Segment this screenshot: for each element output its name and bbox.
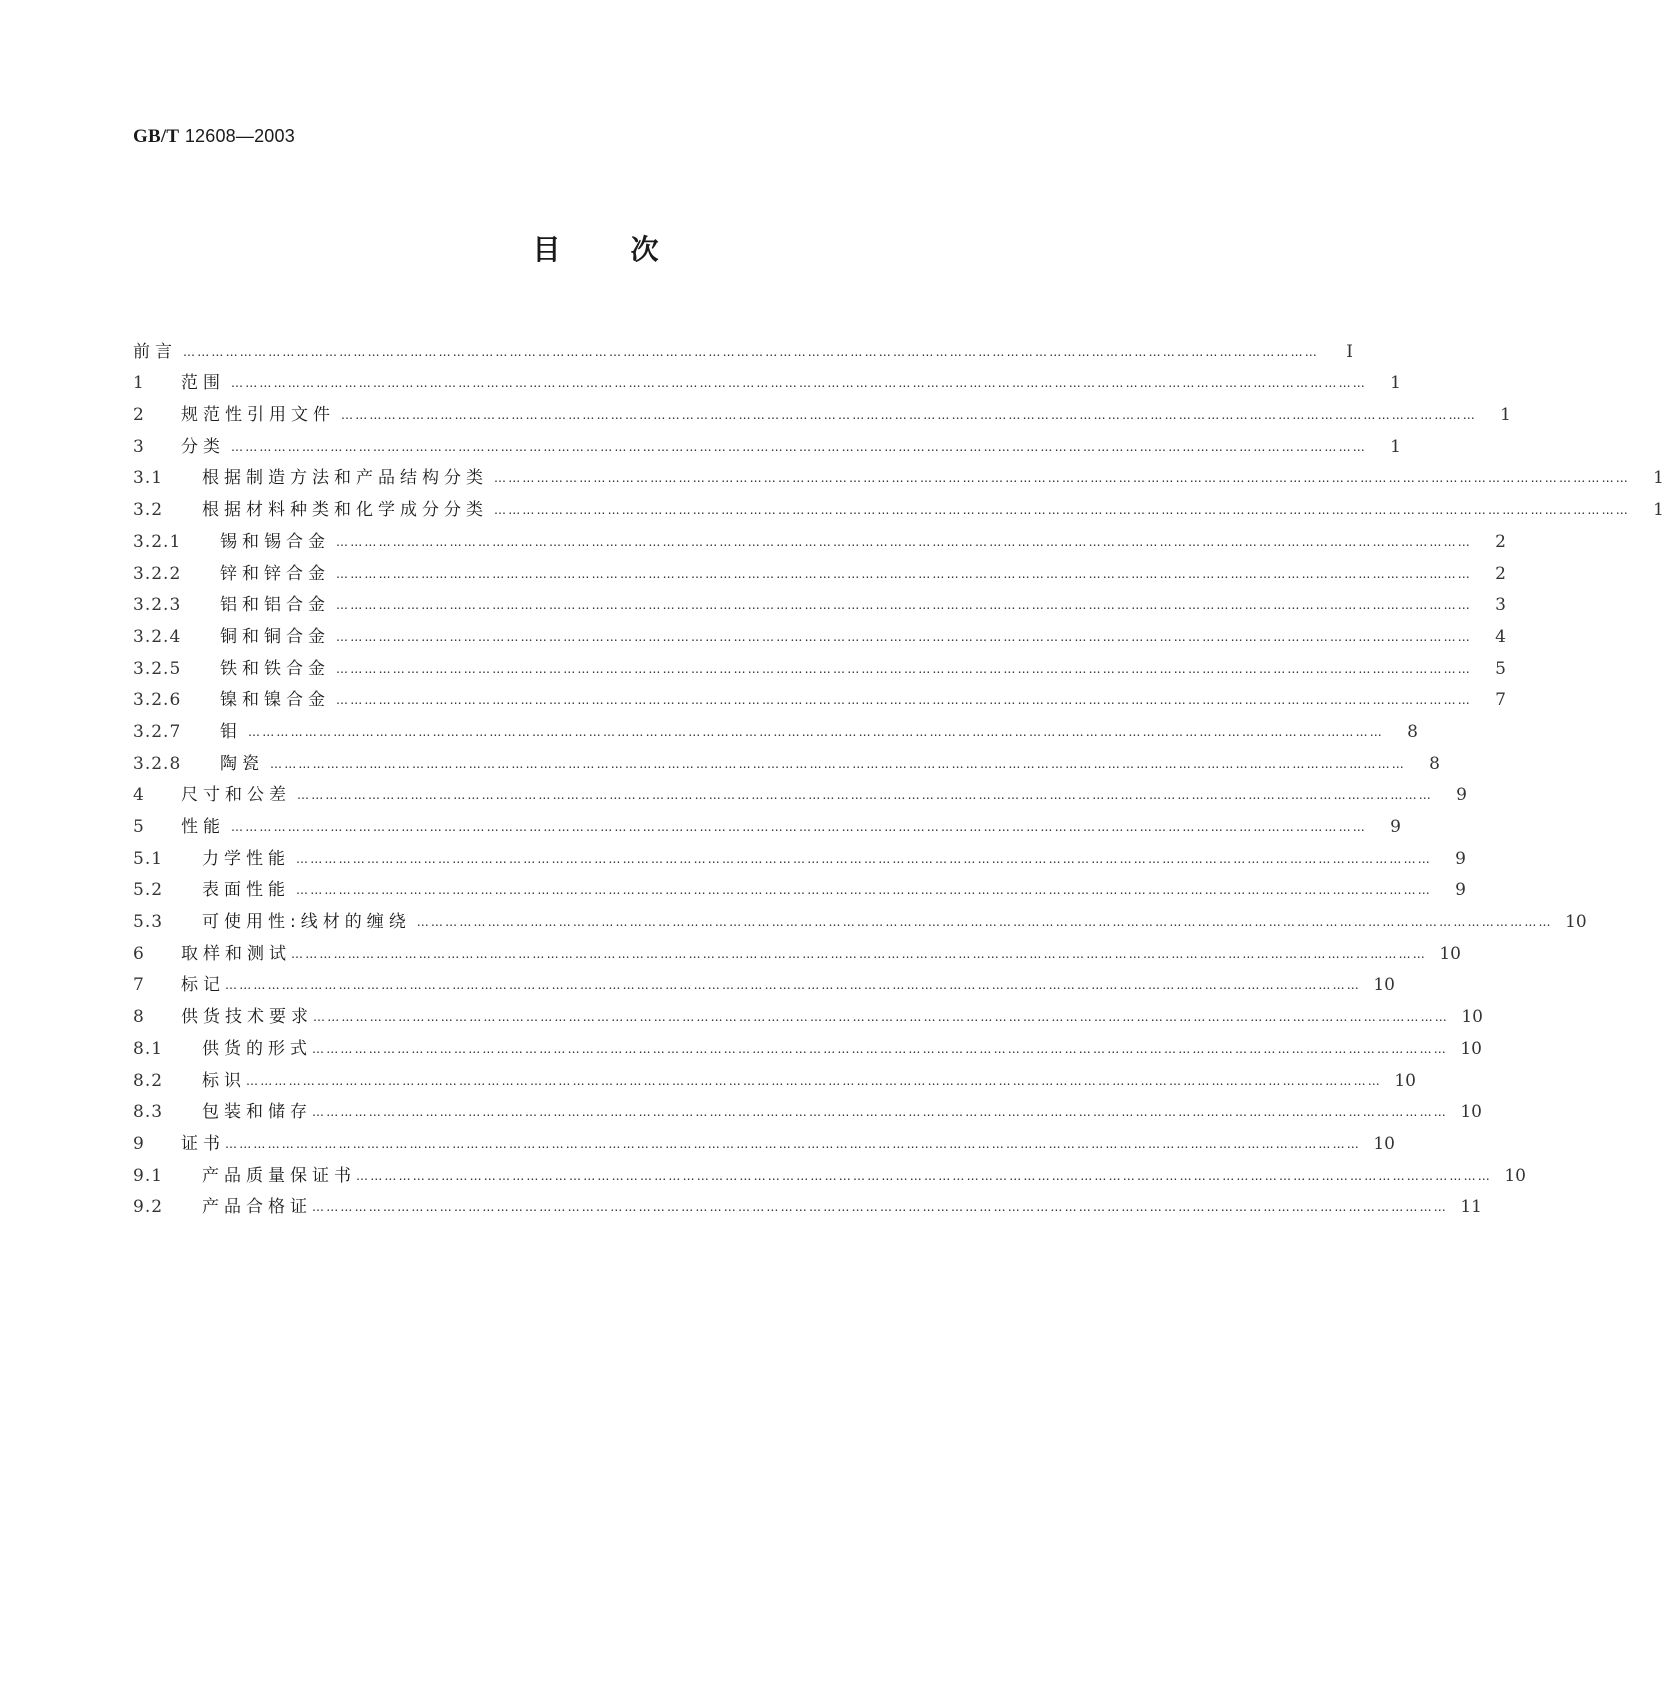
toc-label: 铁和铁合金 [220, 658, 330, 679]
toc-page: 1 [1390, 436, 1401, 457]
toc-leader: …………………………………………………………………………………………………………………………………………………………………………………………………………………… [231, 376, 1367, 391]
toc-label: 铝和铝合金 [220, 595, 330, 616]
toc-number: 8.1 [133, 1038, 164, 1059]
toc-leader: …………………………………………………………………………………………………………………………………………………………………………………………………………………… [225, 978, 1361, 993]
toc-leader: …………………………………………………………………………………………………………………………………………………………………………………………………………………… [494, 503, 1630, 518]
toc-number: 9 [133, 1133, 145, 1154]
toc-leader: …………………………………………………………………………………………………………………………………………………………………………………………………………………… [248, 724, 1384, 739]
toc-entry[interactable] [133, 1091, 1482, 1123]
toc-entry[interactable] [133, 774, 1467, 806]
toc-entry[interactable] [133, 1154, 1526, 1186]
toc-number: 8.2 [133, 1070, 164, 1091]
toc-number: 4 [133, 785, 145, 806]
toc-entry[interactable] [133, 393, 1511, 426]
toc-entry[interactable] [133, 932, 1461, 964]
toc-entry[interactable] [133, 647, 1506, 679]
toc-leader: …………………………………………………………………………………………………………………………………………………………………………………………………………………… [312, 1041, 1448, 1056]
toc-leader: …………………………………………………………………………………………………………………………………………………………………………………………………………………… [231, 439, 1367, 454]
toc-leader: …………………………………………………………………………………………………………………………………………………………………………………………………………………… [494, 471, 1630, 486]
toc-number: 8.3 [133, 1102, 164, 1123]
toc-number: 6 [133, 943, 145, 964]
toc-label: 表面性能 [202, 880, 290, 901]
toc-page: 8 [1407, 721, 1418, 742]
toc-label: 性能 [181, 817, 225, 837]
toc-entry[interactable] [133, 457, 1664, 489]
toc-leader: …………………………………………………………………………………………………………………………………………………………………………………………………………………… [336, 566, 1472, 581]
toc-page: 10 [1504, 1165, 1526, 1186]
toc-number: 9.1 [133, 1165, 164, 1186]
toc-leader: …………………………………………………………………………………………………………………………………………………………………………………………………………………… [270, 756, 1406, 771]
toc-page: 9 [1455, 848, 1466, 869]
toc-leader: …………………………………………………………………………………………………………………………………………………………………………………………………………………… [341, 408, 1477, 423]
page-title [0, 228, 1191, 268]
toc-number: 5.3 [133, 912, 164, 933]
toc-leader: …………………………………………………………………………………………………………………………………………………………………………………………………………………… [312, 1105, 1448, 1120]
toc-label: 陶瓷 [220, 753, 264, 774]
toc-label: 范围 [181, 373, 225, 394]
toc-leader: …………………………………………………………………………………………………………………………………………………………………………………………………………………… [336, 534, 1472, 549]
toc-entry[interactable] [133, 837, 1466, 869]
toc-number: 5.2 [133, 880, 164, 901]
title-char-1: 目 [532, 233, 561, 266]
toc-entry[interactable] [133, 679, 1506, 711]
toc-leader: …………………………………………………………………………………………………………………………………………………………………………………………………………………… [416, 915, 1553, 930]
toc-leader: …………………………………………………………………………………………………………………………………………………………………………………………………………………… [312, 1200, 1448, 1215]
toc-number: 3.1 [133, 468, 164, 489]
toc-leader: …………………………………………………………………………………………………………………………………………………………………………………………………………………… [296, 883, 1432, 898]
toc-page: 1 [1390, 373, 1401, 394]
toc-number: 3.2.2 [133, 563, 182, 584]
toc-leader: …………………………………………………………………………………………………………………………………………………………………………………………………………………… [246, 1073, 1382, 1088]
toc-leader: …………………………………………………………………………………………………………………………………………………………………………………………………………………… [231, 820, 1367, 834]
toc-entry[interactable] [133, 1122, 1395, 1154]
toc-label: 证书 [181, 1133, 225, 1154]
toc-page: 10 [1461, 1007, 1483, 1028]
toc-page: 1 [1653, 500, 1664, 521]
toc-label: 分类 [181, 436, 225, 457]
toc-entry[interactable] [133, 995, 1483, 1028]
toc-page: 3 [1495, 595, 1506, 616]
toc-page: 8 [1429, 753, 1440, 774]
toc-page: 10 [1394, 1070, 1416, 1091]
toc-leader: …………………………………………………………………………………………………………………………………………………………………………………………………………………… [297, 788, 1433, 803]
toc-label: 取样和测试 [181, 943, 291, 964]
toc-entry[interactable] [133, 362, 1401, 394]
toc-entry[interactable] [133, 425, 1401, 457]
toc-number: 3.2.8 [133, 753, 182, 774]
toc-entry[interactable] [133, 900, 1587, 933]
toc-entry[interactable] [133, 869, 1466, 901]
toc-page: 10 [1565, 912, 1587, 933]
toc-number: 5 [133, 817, 145, 837]
toc-entry[interactable] [133, 1059, 1416, 1091]
toc-number: 7 [133, 975, 145, 996]
toc-label: 产品质量保证书 [202, 1165, 356, 1186]
title-char-2: 次 [630, 233, 659, 266]
toc-number: 5.1 [133, 848, 164, 869]
toc-page: 7 [1495, 690, 1506, 711]
toc-page: 11 [1460, 1197, 1482, 1218]
toc-number: 3.2.5 [133, 658, 182, 679]
toc-page: 4 [1495, 626, 1506, 647]
standard-number: 12608—2003 [184, 126, 295, 146]
toc-entry[interactable] [133, 742, 1440, 774]
toc-label: 根据制造方法和产品结构分类 [202, 468, 488, 489]
toc-label: 包装和储存 [202, 1102, 312, 1123]
toc-page: 10 [1460, 1102, 1482, 1123]
toc-label: 可使用性:线材的缠绕 [202, 912, 411, 933]
toc-number: 9.2 [133, 1197, 164, 1218]
toc-page: 9 [1456, 785, 1467, 806]
toc-page: 2 [1495, 563, 1506, 584]
toc-number: 3.2.4 [133, 626, 182, 647]
toc-page: 1 [1500, 405, 1511, 426]
toc-entry[interactable] [133, 488, 1664, 521]
toc-number: 3.2.3 [133, 595, 182, 616]
toc-number: 2 [133, 405, 145, 426]
toc-page: 9 [1455, 880, 1466, 901]
toc-label: 铜和铜合金 [220, 626, 330, 647]
toc-leader: …………………………………………………………………………………………………………………………………………………………………………………………………………………… [336, 693, 1472, 708]
toc-entry[interactable] [133, 584, 1506, 616]
toc-label: 尺寸和公差 [181, 785, 291, 806]
toc-entry[interactable] [133, 710, 1418, 742]
toc-leader: …………………………………………………………………………………………………………………………………………………………………………………………………………………… [313, 1010, 1449, 1025]
toc-label: 供货技术要求 [181, 1007, 313, 1028]
toc-page: Ⅰ [1346, 341, 1353, 362]
toc-entry[interactable] [133, 1186, 1482, 1218]
toc-leader: …………………………………………………………………………………………………………………………………………………………………………………………………………………… [336, 598, 1472, 613]
toc-entry[interactable] [133, 615, 1506, 647]
toc-entry[interactable] [133, 805, 1401, 837]
toc-label: 锡和锡合金 [220, 531, 330, 552]
toc-label: 根据材料种类和化学成分分类 [202, 500, 488, 521]
toc-label: 产品合格证 [202, 1197, 312, 1218]
toc-label: 镍和镍合金 [220, 690, 330, 711]
toc-page: 1 [1653, 468, 1664, 489]
toc-number: 3.2.6 [133, 690, 182, 711]
toc-label: 规范性引用文件 [181, 405, 335, 426]
toc-leader: …………………………………………………………………………………………………………………………………………………………………………………………………………………… [336, 629, 1472, 644]
toc-number: 1 [133, 373, 145, 394]
toc-leader: …………………………………………………………………………………………………………………………………………………………………………………………………………………… [336, 661, 1472, 676]
toc-label: 钼 [220, 721, 242, 742]
toc-entry[interactable] [133, 1027, 1482, 1059]
standard-prefix: GB/T [133, 126, 180, 147]
table-of-contents [133, 330, 1664, 1218]
toc-entry[interactable] [133, 552, 1506, 584]
toc-entry-foreword[interactable] [133, 330, 1353, 362]
toc-number: 3.2.7 [133, 721, 182, 742]
toc-leader: …………………………………………………………………………………………………………………………………………………………………………………………………………………… [296, 851, 1432, 866]
toc-label: 锌和锌合金 [220, 563, 330, 584]
toc-page: 10 [1439, 943, 1461, 964]
toc-entry[interactable] [133, 964, 1395, 996]
toc-label: 标记 [181, 975, 225, 996]
toc-label: 前言 [133, 341, 177, 362]
toc-leader: …………………………………………………………………………………………………………………………………………………………………………………………………………………… [183, 344, 1319, 359]
toc-page: 10 [1460, 1038, 1482, 1059]
toc-number: 3.2.1 [133, 531, 182, 552]
toc-page: 9 [1390, 817, 1401, 837]
toc-page: 10 [1373, 1133, 1395, 1154]
toc-label: 标识 [202, 1070, 246, 1091]
toc-leader: …………………………………………………………………………………………………………………………………………………………………………………………………………………… [356, 1168, 1492, 1183]
toc-number: 8 [133, 1007, 145, 1028]
toc-page: 2 [1495, 531, 1506, 552]
toc-label: 力学性能 [202, 848, 290, 869]
document-code [133, 126, 295, 148]
toc-entry[interactable] [133, 520, 1506, 552]
toc-number: 3 [133, 436, 145, 457]
toc-page: 10 [1373, 975, 1395, 996]
toc-leader: …………………………………………………………………………………………………………………………………………………………………………………………………………………… [291, 946, 1427, 961]
toc-leader: …………………………………………………………………………………………………………………………………………………………………………………………………………………… [225, 1136, 1361, 1151]
toc-page: 5 [1495, 658, 1506, 679]
toc-number: 3.2 [133, 500, 164, 521]
toc-label: 供货的形式 [202, 1038, 312, 1059]
